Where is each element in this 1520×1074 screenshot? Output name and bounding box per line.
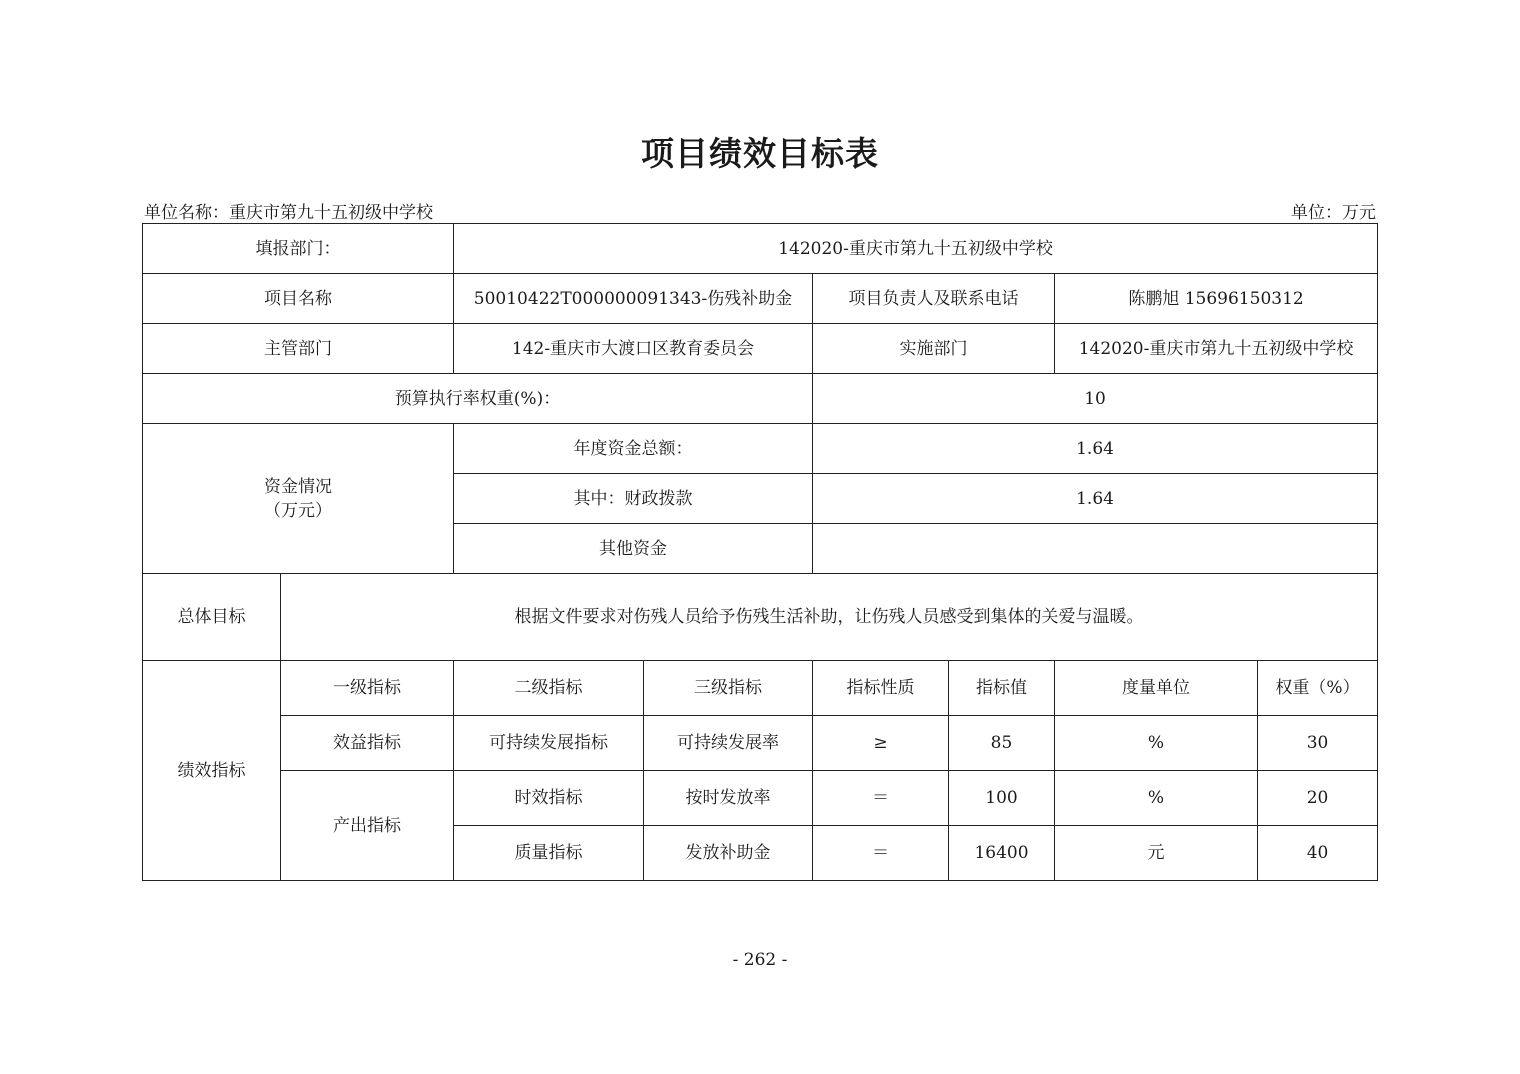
impl-dept-label: 实施部门 <box>813 324 1055 374</box>
cell-weight: 20 <box>1258 771 1378 826</box>
cell-level3: 发放补助金 <box>644 826 813 881</box>
header-weight: 权重（%） <box>1258 661 1378 716</box>
header-level2: 二级指标 <box>454 661 644 716</box>
report-dept-value: 142020-重庆市第九十五初级中学校 <box>454 224 1378 274</box>
perf-label: 绩效指标 <box>143 661 281 881</box>
project-name-label: 项目名称 <box>143 274 454 324</box>
row-perf-header <box>143 661 1378 716</box>
annual-funds-label: 年度资金总额： <box>454 424 813 474</box>
cell-nature: ＝ <box>813 826 949 881</box>
contact-label: 项目负责人及联系电话 <box>813 274 1055 324</box>
budget-weight-value: 10 <box>813 374 1378 424</box>
cell-value: 85 <box>949 716 1055 771</box>
other-funds-label: 其他资金 <box>454 524 813 574</box>
header-unit: 度量单位 <box>1055 661 1258 716</box>
report-dept-label: 填报部门： <box>143 224 454 274</box>
other-funds-value <box>813 524 1378 574</box>
competent-dept-value: 142-重庆市大渡口区教育委员会 <box>454 324 813 374</box>
table-row <box>143 771 1378 826</box>
cell-level1: 产出指标 <box>281 771 454 881</box>
cell-nature: ≥ <box>813 716 949 771</box>
row-budget-weight <box>143 374 1378 424</box>
cell-level2: 可持续发展指标 <box>454 716 644 771</box>
cell-unit: 元 <box>1055 826 1258 881</box>
cell-level3: 可持续发展率 <box>644 716 813 771</box>
cell-unit: % <box>1055 716 1258 771</box>
competent-dept-label: 主管部门 <box>143 324 454 374</box>
header-value: 指标值 <box>949 661 1055 716</box>
header-level1: 一级指标 <box>281 661 454 716</box>
header-level3: 三级指标 <box>644 661 813 716</box>
fiscal-funds-value: 1.64 <box>813 474 1378 524</box>
cell-level1: 效益指标 <box>281 716 454 771</box>
row-report-dept <box>143 224 1378 274</box>
funds-label-line2: （万元） <box>264 500 332 521</box>
cell-unit: % <box>1055 771 1258 826</box>
funds-label-line1: 资金情况 <box>264 476 332 497</box>
performance-target-table <box>142 223 1378 881</box>
cell-level2: 时效指标 <box>454 771 644 826</box>
cell-value: 16400 <box>949 826 1055 881</box>
overall-goal-value: 根据文件要求对伤残人员给予伤残生活补助，让伤残人员感受到集体的关爱与温暖。 <box>281 574 1378 661</box>
cell-value: 100 <box>949 771 1055 826</box>
cell-nature: ＝ <box>813 771 949 826</box>
cell-weight: 40 <box>1258 826 1378 881</box>
row-overall-goal <box>143 574 1378 661</box>
overall-goal-label: 总体目标 <box>143 574 281 661</box>
fiscal-funds-label: 其中：财政拨款 <box>454 474 813 524</box>
cell-weight: 30 <box>1258 716 1378 771</box>
row-funds-annual <box>143 424 1378 474</box>
cell-level2: 质量指标 <box>454 826 644 881</box>
contact-value: 陈鹏旭 15696150312 <box>1055 274 1378 324</box>
row-depts <box>143 324 1378 374</box>
unit-label: 单位：万元 <box>1291 203 1376 223</box>
impl-dept-value: 142020-重庆市第九十五初级中学校 <box>1055 324 1378 374</box>
row-project-name <box>143 274 1378 324</box>
cell-level3: 按时发放率 <box>644 771 813 826</box>
page-number: - 262 - <box>732 950 788 970</box>
project-name-value: 50010422T000000091343-伤残补助金 <box>454 274 813 324</box>
header-nature: 指标性质 <box>813 661 949 716</box>
annual-funds-value: 1.64 <box>813 424 1378 474</box>
table-row <box>143 716 1378 771</box>
page-title: 项目绩效目标表 <box>641 134 879 173</box>
funds-label <box>143 424 454 574</box>
unit-name: 单位名称：重庆市第九十五初级中学校 <box>144 203 433 223</box>
budget-weight-label: 预算执行率权重(%)： <box>143 374 813 424</box>
